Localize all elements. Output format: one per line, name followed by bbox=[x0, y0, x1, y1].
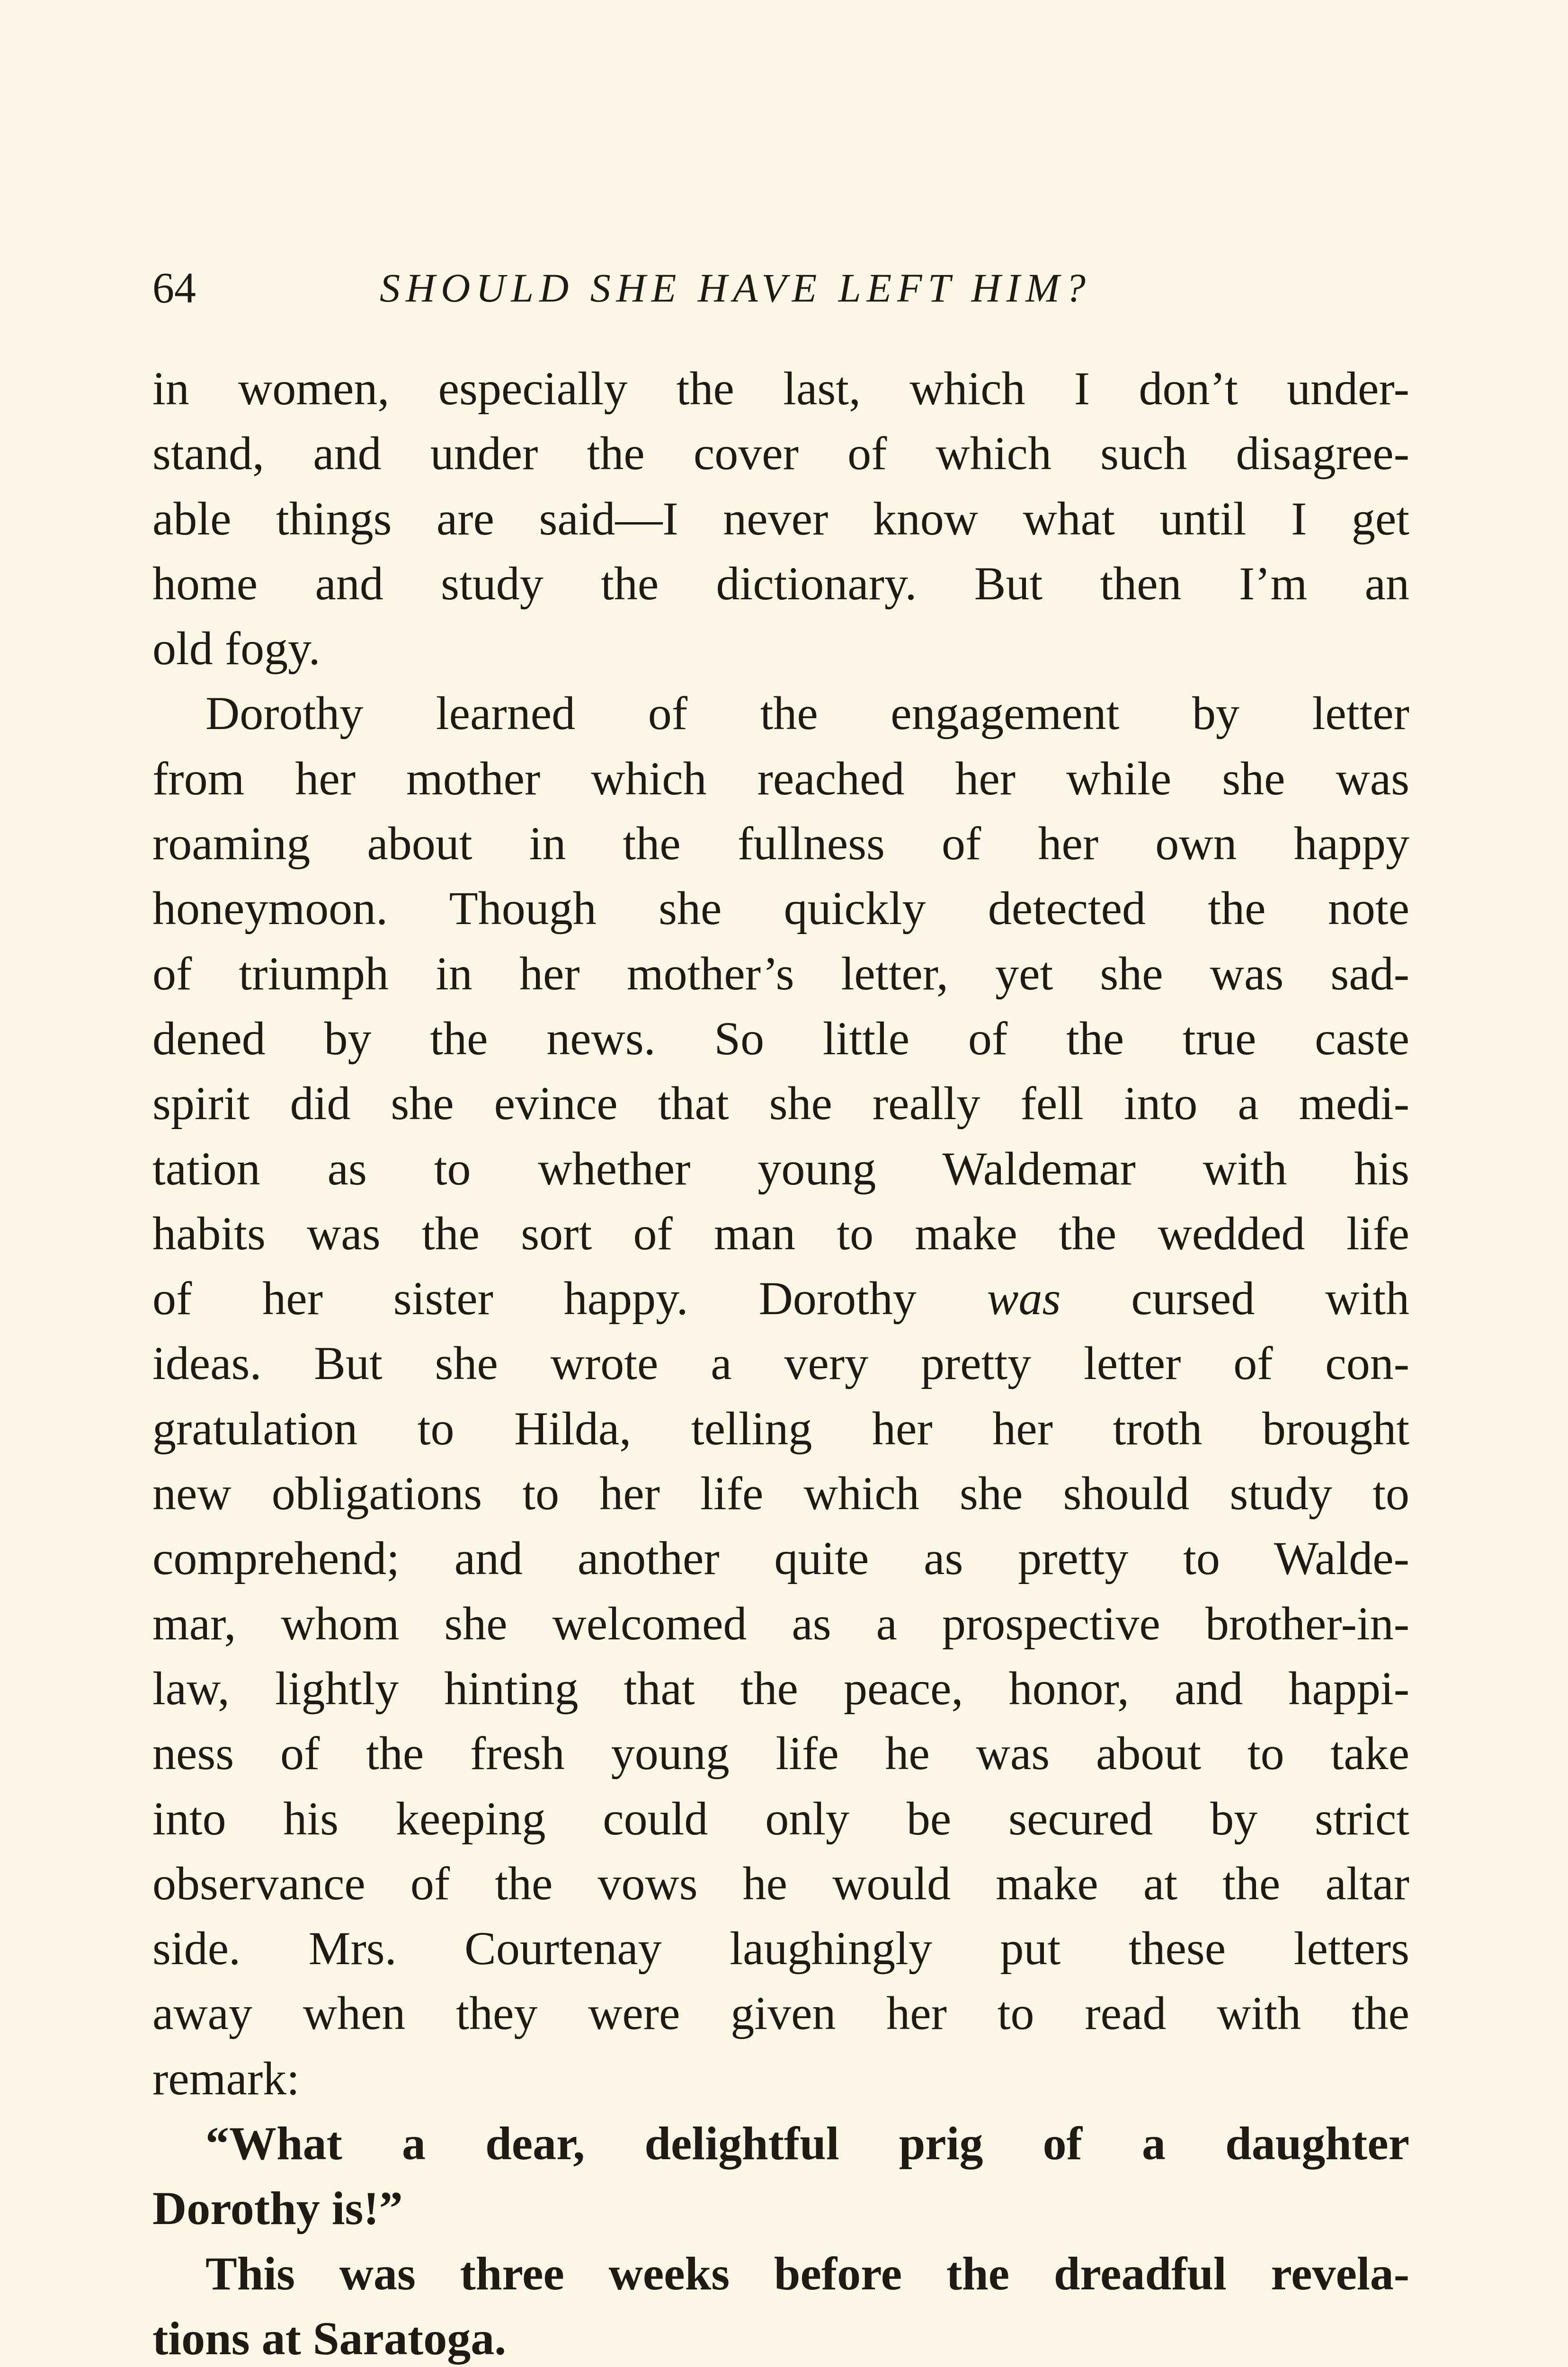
quoted-line: Dorothy is!” bbox=[152, 2182, 403, 2235]
text-line: habits was the sort of man to make the wedded life bbox=[152, 1207, 1409, 1260]
text-line: old fogy. bbox=[152, 622, 321, 675]
text-line: tions at Saratoga. bbox=[152, 2312, 507, 2365]
text-line: comprehend; and another quite as pretty to Walde- bbox=[152, 1532, 1409, 1585]
text-line: into his keeping could only be secured by strict bbox=[152, 1792, 1409, 1845]
text-line: side. Mrs. Courtenay laughingly put these letters bbox=[152, 1922, 1409, 1975]
text-line: law, lightly hinting that the peace, honor, and happi- bbox=[152, 1662, 1409, 1715]
text-line: roaming about in the fullness of her own happy bbox=[152, 817, 1409, 870]
text-line: gratulation to Hilda, telling her her troth brought bbox=[152, 1402, 1409, 1455]
text-line: observance of the vows he would make at the altar bbox=[152, 1857, 1409, 1910]
text-segment: of her sister happy. Dorothy bbox=[152, 1272, 917, 1325]
text-line: away when they were given her to read with the bbox=[152, 1987, 1409, 2040]
text-line: This was three weeks before the dreadful revela- bbox=[205, 2247, 1409, 2300]
text-line: spirit did she evince that she really fell into a medi- bbox=[152, 1077, 1409, 1130]
text-line: ness of the fresh young life he was about to take bbox=[152, 1727, 1409, 1780]
text-line: new obligations to her life which she should study to bbox=[152, 1467, 1409, 1520]
text-line: dened by the news. So little of the true caste bbox=[152, 1012, 1409, 1065]
text-line: able things are said—I never know what until I get bbox=[152, 492, 1409, 545]
text-line: home and study the dictionary. But then I’m an bbox=[152, 557, 1409, 610]
text-line: from her mother which reached her while she was bbox=[152, 752, 1409, 805]
text-line: remark: bbox=[152, 2052, 300, 2105]
text-line: Dorothy learned of the engagement by letter bbox=[205, 687, 1409, 740]
text-line: in women, especially the last, which I don’t under- bbox=[152, 362, 1409, 415]
running-head: SHOULD SHE HAVE LEFT HIM? bbox=[380, 265, 1091, 311]
page-number: 64 bbox=[152, 264, 196, 312]
text-line: ideas. But she wrote a very pretty letter of con- bbox=[152, 1337, 1409, 1390]
text-line: honeymoon. Though she quickly detected the note bbox=[152, 882, 1409, 935]
emphasized-word: was bbox=[987, 1272, 1061, 1325]
text-line-with-emphasis bbox=[152, 1266, 1409, 1331]
quoted-line: “What a dear, delightful prig of a daughter bbox=[205, 2117, 1409, 2170]
text-line: mar, whom she welcomed as a prospective brother-in- bbox=[152, 1597, 1409, 1650]
page-header bbox=[152, 259, 1412, 316]
body-text bbox=[152, 356, 1409, 2367]
text-line: tation as to whether young Waldemar with his bbox=[152, 1142, 1409, 1195]
text-line: stand, and under the cover of which such disagree- bbox=[152, 427, 1409, 480]
text-segment: cursed with bbox=[1131, 1272, 1410, 1325]
text-line: of triumph in her mother’s letter, yet she was sad- bbox=[152, 947, 1409, 1000]
